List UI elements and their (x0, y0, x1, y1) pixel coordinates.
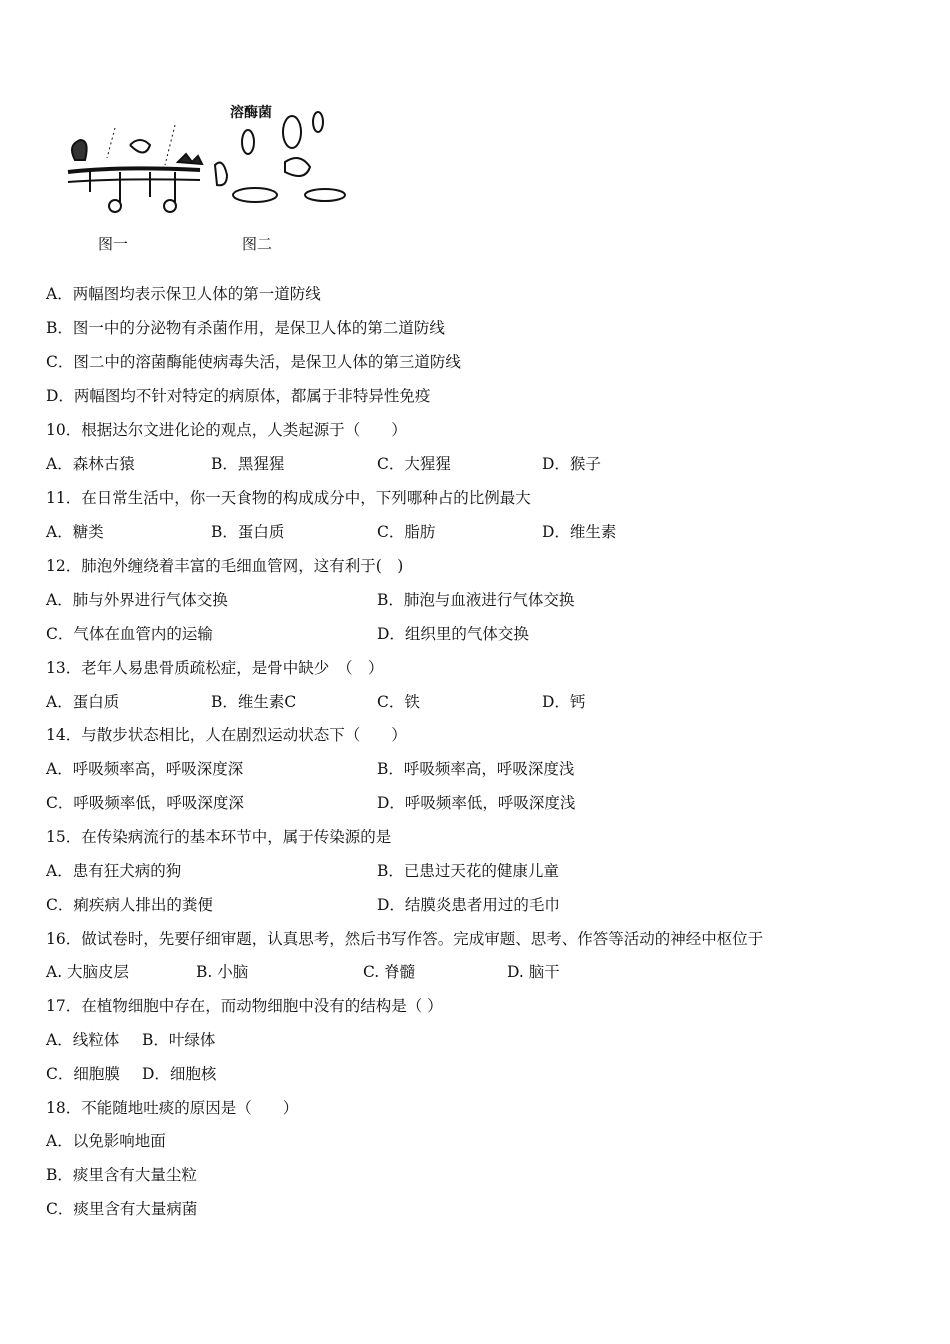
q14-stem: 14．与散步状态相比，人在剧烈运动状态下（ ） (46, 726, 407, 744)
q13-option-b: B．维生素C (211, 693, 297, 711)
q11-stem: 11．在日常生活中，你一天食物的构成成分中，下列哪种占的比例最大 (46, 489, 531, 507)
q16-option-a: A. 大脑皮层 (46, 963, 130, 981)
q11-option-c: C．脂肪 (377, 523, 436, 541)
q10-option-b: B．黑猩猩 (211, 455, 285, 473)
q13-option-d: D．钙 (542, 693, 586, 711)
q15-option-a: A．患有狂犬病的狗 (46, 862, 182, 880)
q15-option-c: C．痢疾病人排出的粪便 (46, 896, 213, 914)
q17-option-c: C．细胞膜 (46, 1065, 120, 1083)
q17-option-a: A．线粒体 (46, 1031, 120, 1049)
q10-option-d: D．猴子 (542, 455, 601, 473)
q13-option-a: A．蛋白质 (46, 693, 120, 711)
q17-option-d: D．细胞核 (142, 1065, 217, 1083)
q10-option-a: A．森林古猿 (46, 455, 135, 473)
q15-option-b: B．已患过天花的健康儿童 (377, 862, 559, 880)
q16-option-c: C. 脊髓 (363, 963, 416, 981)
q12-option-a: A．肺与外界进行气体交换 (46, 591, 228, 609)
q14-option-d: D．呼吸频率低，呼吸深度浅 (377, 794, 576, 812)
q9-option-d: D．两幅图均不针对特定的病原体，都属于非特异性免疫 (46, 387, 431, 405)
q18-option-a: A．以免影响地面 (46, 1132, 166, 1150)
q18-stem: 18．不能随地吐痰的原因是（ ） (46, 1099, 299, 1117)
q15-option-d: D．结膜炎患者用过的毛巾 (377, 896, 560, 914)
q17-stem: 17．在植物细胞中存在，而动物细胞中没有的结构是（ ） (46, 997, 443, 1015)
q18-option-b: B．痰里含有大量尘粒 (46, 1166, 197, 1184)
q14-option-b: B．呼吸频率高，呼吸深度浅 (377, 760, 575, 778)
q12-option-c: C．气体在血管内的运输 (46, 625, 213, 643)
figure-2-caption: 图二 (242, 235, 273, 253)
q16-stem: 16．做试卷时，先要仔细审题，认真思考，然后书写作答。完成审题、思考、作答等活动的神经中枢位于 (46, 930, 764, 948)
q14-option-a: A．呼吸频率高，呼吸深度深 (46, 760, 244, 778)
enzyme-label: 溶酶菌 (230, 105, 272, 121)
q12-option-b: B．肺泡与血液进行气体交换 (377, 591, 575, 609)
q17-option-b: B．叶绿体 (142, 1031, 216, 1049)
q10-stem: 10．根据达尔文进化论的观点，人类起源于（ ） (46, 421, 407, 439)
q16-option-b: B. 小脑 (196, 963, 249, 981)
q14-option-c: C．呼吸频率低，呼吸深度深 (46, 794, 244, 812)
q10-option-c: C．大猩猩 (377, 455, 451, 473)
q13-stem: 13．老年人易患骨质疏松症，是骨中缺少 （ ） (46, 659, 384, 677)
q12-option-d: D．组织里的气体交换 (377, 625, 529, 643)
q9-option-c: C．图二中的溶菌酶能使病毒失活，是保卫人体的第三道防线 (46, 353, 461, 371)
q13-option-c: C．铁 (377, 693, 420, 711)
q9-option-b: B．图一中的分泌物有杀菌作用，是保卫人体的第二道防线 (46, 319, 445, 337)
q16-option-d: D. 脑干 (507, 963, 560, 981)
figure-1-caption: 图一 (98, 235, 129, 253)
q12-stem: 12．肺泡外缠绕着丰富的毛细血管网，这有利于( ) (46, 557, 404, 575)
q15-stem: 15．在传染病流行的基本环节中，属于传染源的是 (46, 828, 392, 846)
immune-defense-figure (60, 100, 360, 260)
q18-option-c: C．痰里含有大量病菌 (46, 1200, 198, 1218)
q11-option-b: B．蛋白质 (211, 523, 285, 541)
q11-option-d: D．维生素 (542, 523, 617, 541)
q9-option-a: A．两幅图均表示保卫人体的第一道防线 (46, 285, 321, 303)
q11-option-a: A．糖类 (46, 523, 104, 541)
